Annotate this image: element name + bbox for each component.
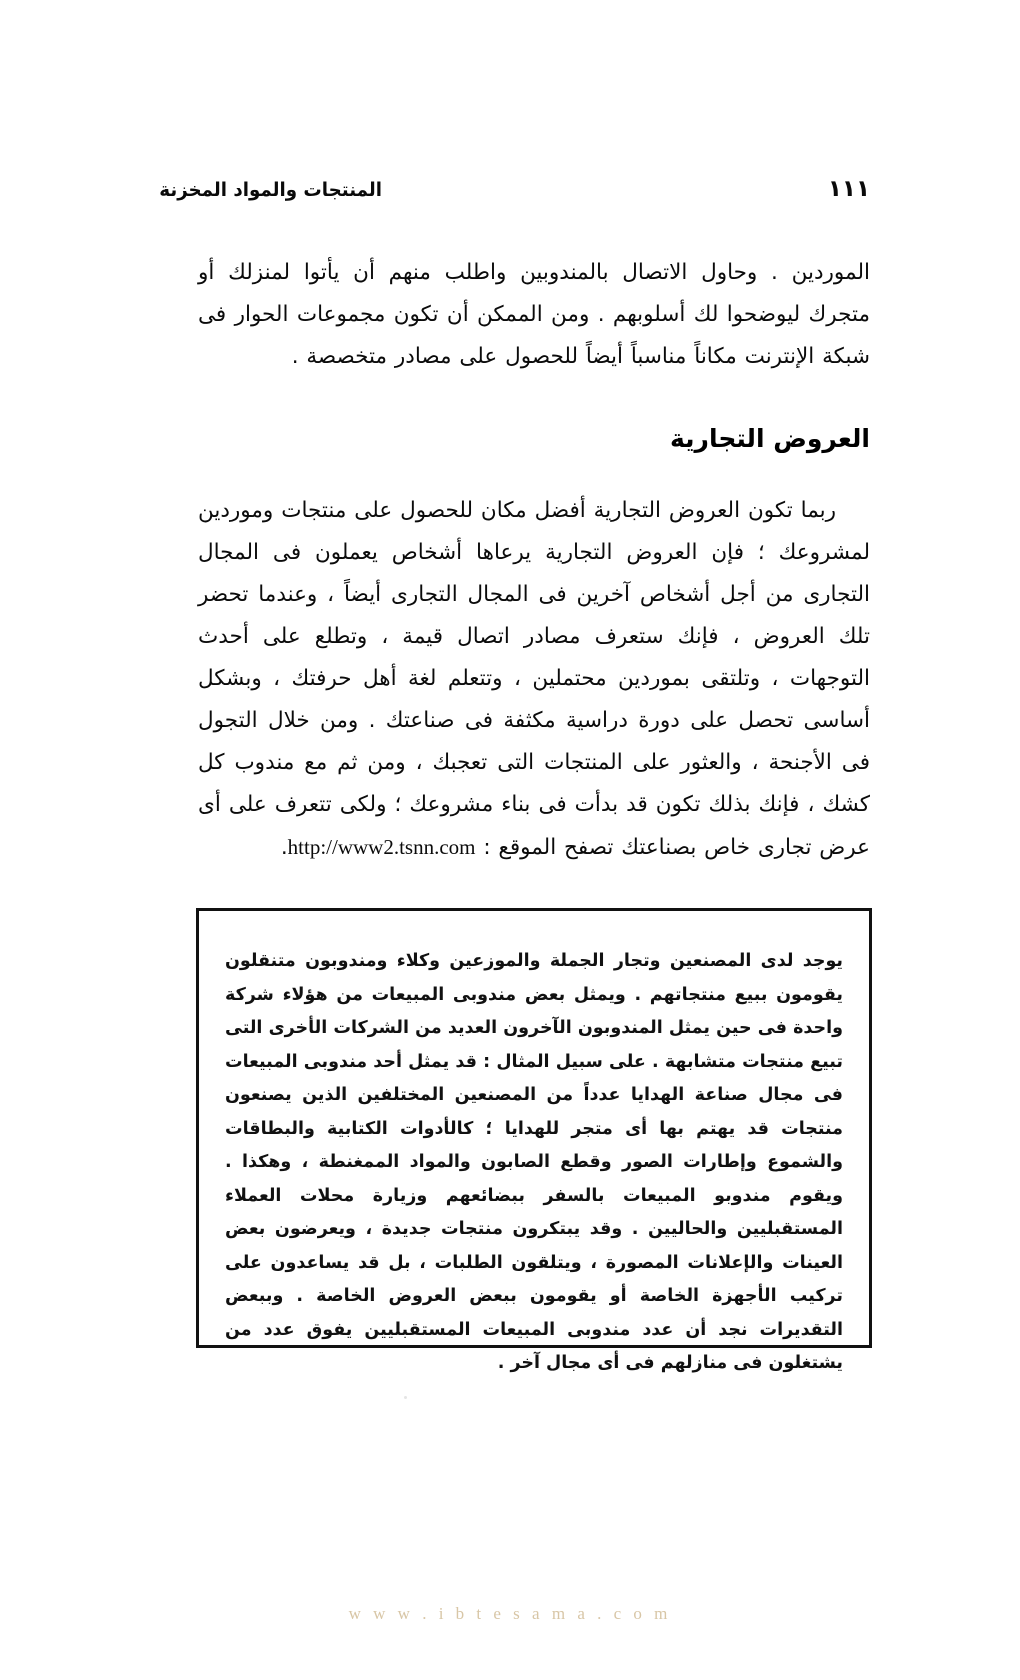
- paragraph-trade-shows-text-after-url: .: [280, 835, 288, 860]
- scan-speckle: [404, 1396, 407, 1399]
- paragraph-trade-shows: [198, 490, 870, 869]
- trade-shows-url[interactable]: http://www2.tsnn.com: [287, 835, 476, 859]
- footer-watermark: w w w . i b t e s a m a . c o m: [348, 1604, 672, 1623]
- paragraph-intro-text: الموردين . وحاول الاتصال بالمندوبين واطلب منهم أن يأتوا لمنزلك أو متجرك ليوضحوا لك أسلوبهم . ومن الممكن أن تكون مجموعات الحوار فى شبكة الإنترنت مكاناً مناسباً أيضاً للحصول على مصادر متخصصة .: [198, 260, 870, 369]
- section-heading-trade-shows: العروض التجارية: [670, 424, 870, 453]
- running-header: [150, 176, 870, 206]
- running-head-title: المنتجات والمواد المخزنة: [159, 179, 382, 201]
- sidebar-callout-body: [225, 945, 843, 1381]
- paragraph-intro: [198, 252, 870, 378]
- sidebar-callout-box: [196, 908, 872, 1373]
- sidebar-callout-text: يوجد لدى المصنعين وتجار الجملة والموزعين وكلاء ومندوبون متنقلون يقومون ببيع منتجاتهم . ويمثل بعض مندوبى المبيعات من هؤلاء شركة واحدة فى حين يمثل المندوبون الآخرون العديد من الشركات الأخرى التى تبيع منتجات متشابهة . على سبيل المثال : قد يمثل أحد مندوبى المبيعات فى مجال صناعة الهدايا عدداً من المصنعين المختلفين الذين يصنعون منتجات قد يهتم بها أى متجر للهدايا ؛ كالأدوات الكتابية والبطاقات والشموع وإطارات الصور وقطع الصابون والمواد الممغنطة ، وهكذا . ويقوم مندوبو المبيعات بالسفر ببضائعهم وزيارة محلات العملاء المستقبليين والحاليين . وقد يبتكرون منتجات جديدة ، ويعرضون بعض العينات والإعلانات المصورة ، ويتلقون الطلبات ، بل قد يساعدون على تركيب الأجهزة الخاصة أو يقومون ببعض العروض الخاصة . وببعض التقديرات نجد أن عدد مندوبى المبيعات المستقبليين يفوق عدد من يشتغلون فى منازلهم فى أى مجال آخر .: [225, 951, 843, 1373]
- paragraph-trade-shows-text-before-url: ربما تكون العروض التجارية أفضل مكان للحصول على منتجات وموردين لمشروعك ؛ فإن العروض التجارية يرعاها أشخاص يعملون فى المجال التجارى من أجل أشخاص آخرين فى المجال التجارى أيضاً ، وعندما تحضر تلك العروض ، فإنك ستعرف مصادر اتصال قيمة ، وتطلع على أحدث التوجهات ، وتلتقى بموردين محتملين ، وتتعلم لغة أهل حرفتك ، وبشكل أساسى تحصل على دورة دراسية مكثفة فى صناعتك . ومن خلال التجول فى الأجنحة ، والعثور على المنتجات التى تعجبك ، ومن ثم مع مندوب كل كشك ، فإنك بذلك تكون قد بدأت فى بناء مشروعك ؛ ولكى تتعرف على أى عرض تجارى خاص بصناعتك تصفح الموقع :: [198, 498, 870, 860]
- page-number: ١١١: [827, 176, 870, 202]
- paragraph-trade-shows-body: [198, 490, 870, 869]
